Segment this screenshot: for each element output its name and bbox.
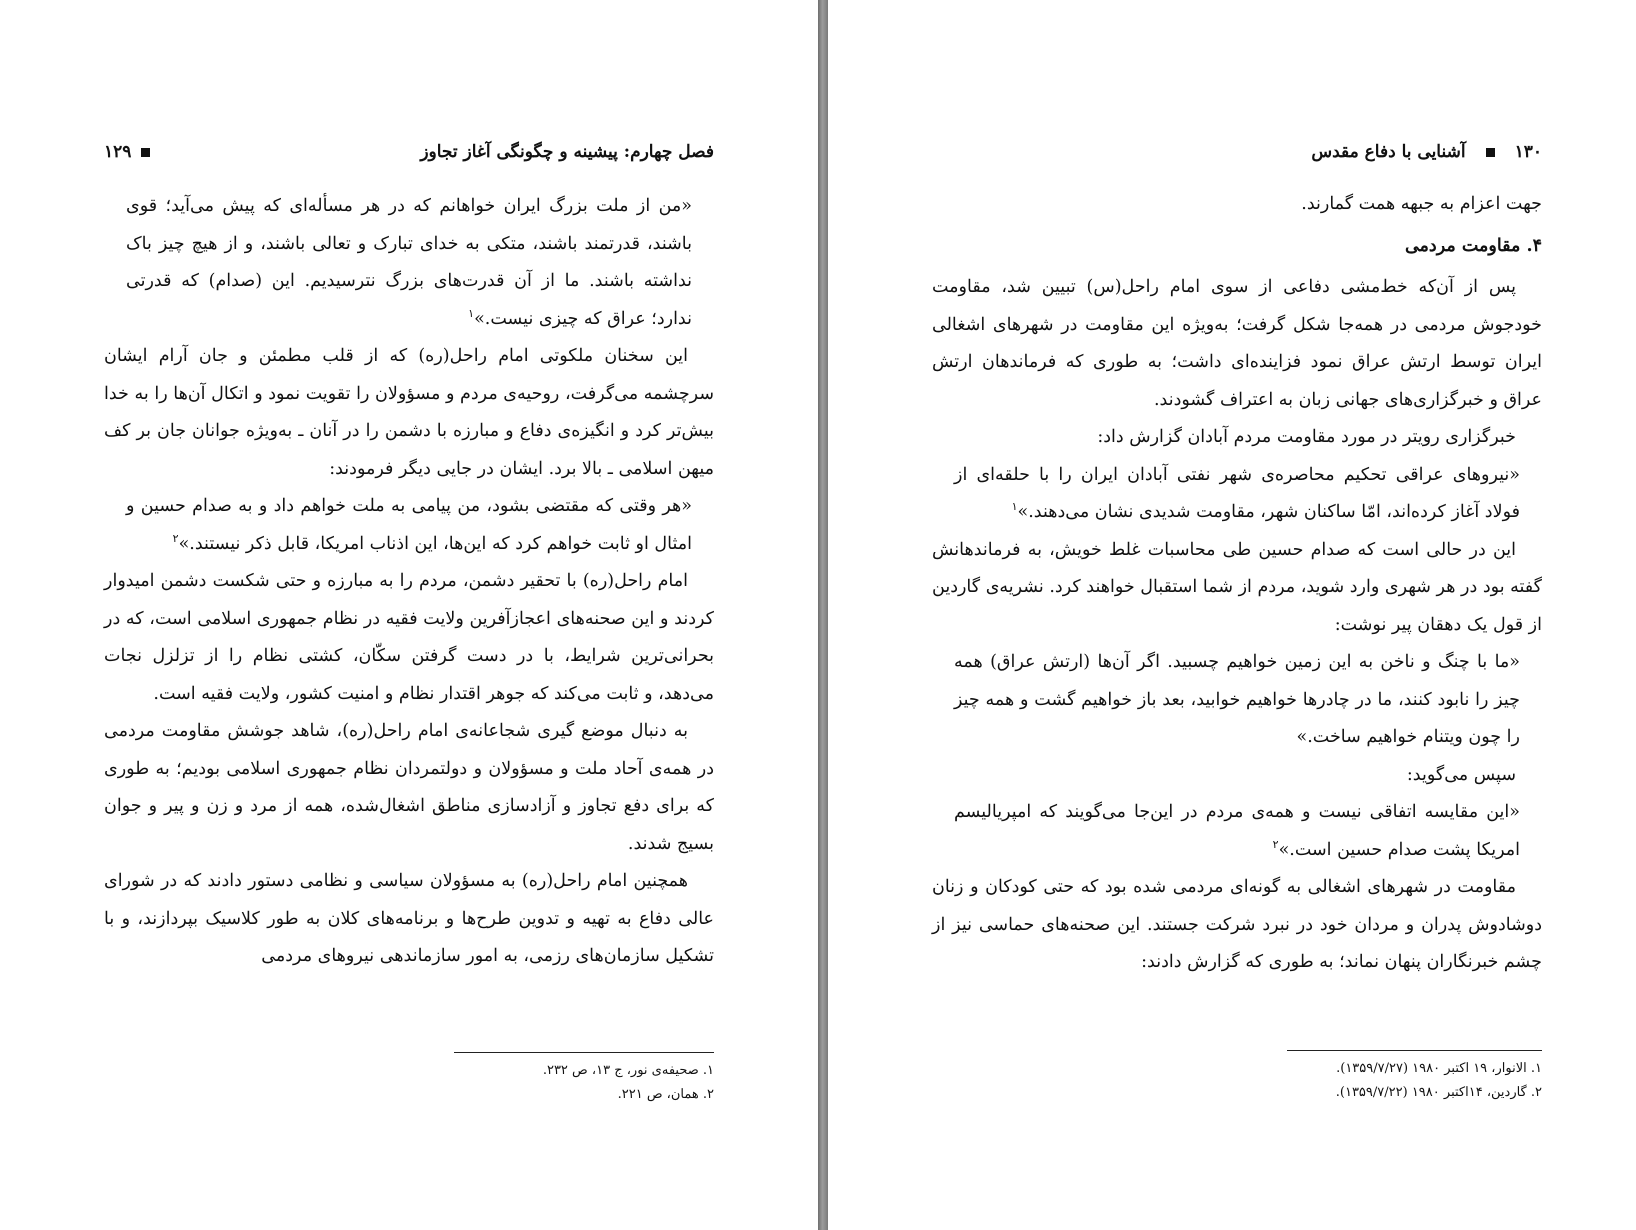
body-paragraph: پس از آن‌که خط‌مشی دفاعی از سوی امام راحل(س) تبیین شد، مقاومت خودجوش مردمی در همه‌جا شکل گرفت؛ به‌ویژه این مقاومت در شهرهای اشغالی ایران توسط ارتش عراق نمود فزاینده‌ای داشت؛ به طوری که فرماندهان ارتش عراق و خبرگزاری‌های جهانی زبان به اعتراف گشودند. [932,277,1542,410]
book-title: آشنایی با دفاع مقدس [1311,142,1466,162]
quote-paragraph: «نیروهای عراقی تحکیم محاصره‌ی شهر نفتی آبادان ایران را با حلقه‌ای از فولاد آغاز کرده‌اند، امّا ساکنان شهر، مقاومت شدیدی نشان می‌دهند.»$^۱$ [954,464,1520,522]
square-bullet-icon [141,148,150,157]
body-paragraph: همچنین امام راحل(ره) به مسؤولان سیاسی و نظامی دستور دادند که در شورای عالی دفاع به تهیه و تدوین طرح‌ها و برنامه‌های کلان به طور کلاسیک بپردازند، و با تشکیل سازمان‌های رزمی، به امور سازماندهی نیروهای مردمی [104,871,714,966]
page-number: ۱۲۹ [104,142,132,162]
footnote: ۲. گاردین، ۱۴اکتبر ۱۹۸۰ (۱۳۵۹/۷/۲۲). [1335,1085,1542,1100]
right-footnotes [932,1050,1542,1105]
quote-paragraph: «این مقایسه اتفاقی نیست و همه‌ی مردم در این‌جا می‌گویند که امپریالیسم امریکا پشت صدام حسین است.»$^۲$ [954,802,1520,860]
right-page-header [932,138,1542,166]
footnote-marker: ۲ [172,531,179,545]
body-paragraph: جهت اعزام به جبهه همت گمارند. [1301,194,1542,214]
footnote-marker: ۱ [1011,500,1018,514]
footnote-marker: ۱ [468,306,475,320]
right-page [828,0,1636,1230]
left-page-header [104,138,714,166]
footnote-marker: ۲ [1272,837,1279,851]
footnote: ۱. الانوار، ۱۹ اکتبر ۱۹۸۰ (۱۳۵۹/۷/۲۷). [1336,1061,1542,1076]
left-page-body [104,188,714,976]
right-page-body [932,186,1542,982]
left-footnotes [104,1052,714,1107]
page-number-group [104,138,160,166]
quote-paragraph: «هر وقتی که مقتضی بشود، من پیامی به ملت خواهم داد و به صدام حسین و امثال او ثابت خواهم کرد که این‌ها، این اذناب امریکا، قابل ذکر نیستند.»$^۲$ [126,496,692,554]
quote-paragraph: «ما با چنگ و ناخن به این زمین خواهیم چسبید. اگر آن‌ها (ارتش عراق) همه چیز را نابود کنند، ما در چادرها خواهیم خوابید، بعد باز خواهیم گشت و همه چیز را چون ویتنام خواهیم ساخت.» [954,652,1520,747]
footnote-divider [1287,1050,1542,1051]
footnote: ۱. صحیفه‌ی نور، ج ۱۳، ص ۲۳۲. [542,1063,714,1078]
page-number: ۱۳۰ [1514,142,1542,162]
body-paragraph: این سخنان ملکوتی امام راحل(ره) که از قلب مطمئن و جان آرام ایشان سرچشمه می‌گرفت، روحیه‌ی مردم و مسؤولان را تقویت نمود و اتکال آن‌ها را به خدا بیش‌تر کرد و انگیزه‌ی دفاع و مبارزه با دشمن را در آنان ـ به‌ویژه جوانان جان بر کف میهن اسلامی ـ بالا برد. ایشان در جایی دیگر فرمودند: [104,346,714,479]
quote-paragraph: «من از ملت بزرگ ایران خواهانم که در هر مسأله‌ای که پیش می‌آید؛ قوی باشند، قدرتمند باشند، متکی به خدای تبارک و تعالی باشند، و از هیچ چیز باک نداشته باشند. ما از آن قدرت‌های بزرگ نترسیدیم. این (صدام) که قدرتی ندارد؛ عراق که چیزی نیست.»$^۱$ [126,196,692,329]
footnote: ۲. همان، ص ۲۲۱. [617,1087,714,1102]
chapter-title: فصل چهارم: پیشینه و چگونگی آغاز تجاوز [420,142,714,162]
footnote-divider [454,1052,714,1053]
body-paragraph: مقاومت در شهرهای اشغالی به گونه‌ای مردمی شده بود که حتی کودکان و زنان دوشادوش پدران و مردان خود در نبرد شرکت جستند. این صحنه‌های حماسی نیز از چشم خبرنگاران پنهان نماند؛ به طوری که گزارش دادند: [932,877,1542,972]
body-paragraph: خبرگزاری رویتر در مورد مقاومت مردم آبادان گزارش داد: [1097,427,1516,447]
body-paragraph: امام راحل(ره) با تحقیر دشمن، مردم را به مبارزه و حتی شکست دشمن امیدوار کردند و این صحنه‌های اعجازآفرین ولایت فقیه در نظام جمهوری اسلامی است، که در بحرانی‌ترین شرایط، با در دست گرفتن سکّان، کشتی نظام را از تزلزل نجات می‌دهد، و ثابت می‌کند که جوهر اقتدار نظام و امنیت کشور، ولایت فقیه است. [104,571,714,704]
body-paragraph: به دنبال موضع گیری شجاعانه‌ی امام راحل(ره)، شاهد جوشش مقاومت مردمی در همه‌ی آحاد ملت و مسؤولان و دولتمردان نظام جمهوری اسلامی بودیم؛ به طوری که برای دفع تجاوز و آزادسازی مناطق اشغال‌شده، همه از مرد و زن و پیر و جوان بسیج شدند. [104,721,714,854]
square-bullet-icon [1486,148,1495,157]
body-paragraph: این در حالی است که صدام حسین طی محاسبات غلط خویش، به فرماندهانش گفته بود در هر شهری وارد شوید، مردم از شما استقبال خواهند کرد. نشریه‌ی گاردین از قول یک دهقان پیر نوشت: [932,539,1542,635]
body-paragraph: سپس می‌گوید: [1406,764,1516,785]
book-gutter [818,0,828,1230]
section-heading: ۴. مقاومت مردمی [1404,235,1542,256]
